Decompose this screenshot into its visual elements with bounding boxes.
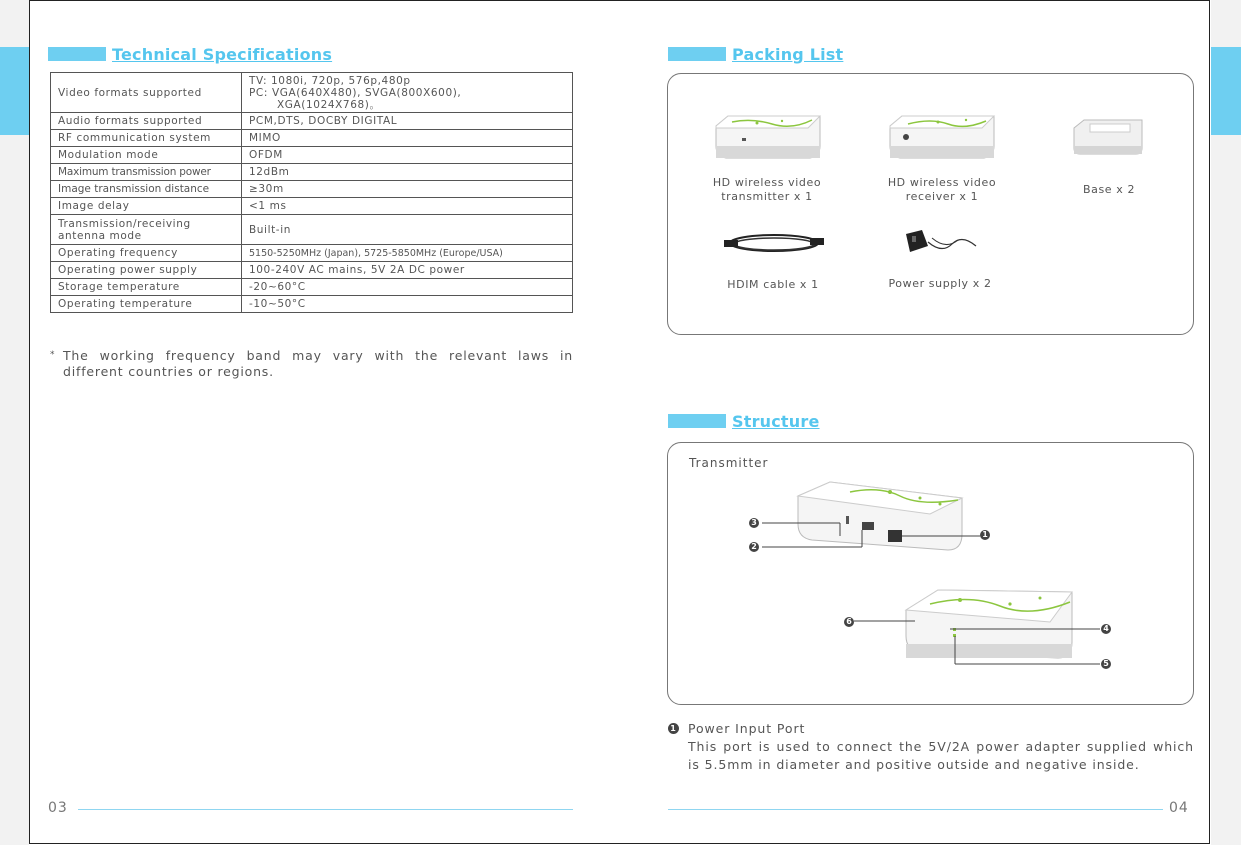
packing-list-heading-text: Packing List	[732, 44, 844, 64]
spec-key: Operating temperature	[51, 296, 242, 313]
structure-heading-text: Structure	[732, 411, 820, 431]
spec-row	[51, 164, 573, 181]
spec-value: <1 ms	[242, 198, 573, 215]
spec-value: 100-240V AC mains, 5V 2A DC power	[242, 262, 573, 279]
callout-5: 5	[1101, 659, 1111, 669]
transmitter-label: Transmitter	[689, 456, 769, 470]
spec-value	[242, 73, 573, 113]
frequency-note	[50, 348, 573, 379]
spec-row	[51, 262, 573, 279]
transmitter-image	[712, 112, 824, 168]
note-text: The working frequency band may vary with the relevant laws in different countries or regions.	[63, 348, 573, 379]
spec-value: MIMO	[242, 130, 573, 147]
spec-key: Audio formats supported	[51, 113, 242, 130]
spec-value: 5150-5250MHz (Japan), 5725-5850MHz (Europe/USA)	[242, 245, 573, 262]
packing-caption: HDIM cable x 1	[727, 278, 819, 291]
spec-value: -20~60°C	[242, 279, 573, 296]
heading-accent-bar	[668, 414, 726, 428]
heading-accent-bar	[48, 47, 106, 61]
spec-key: Modulation mode	[51, 147, 242, 164]
packing-caption: HD wireless video transmitter x 1	[712, 176, 822, 203]
callout-6: 6	[844, 617, 854, 627]
callout-3: 3	[749, 518, 759, 528]
note-asterisk: *	[50, 350, 56, 360]
right-edge-tab	[1211, 47, 1241, 135]
spec-value: PCM,DTS, DOCBY DIGITAL	[242, 113, 573, 130]
spec-row	[51, 279, 573, 296]
feature-description: This port is used to connect the 5V/2A power adapter supplied which is 5.5mm in diameter and positive outside and negative inside.	[688, 739, 1194, 772]
spec-row	[51, 245, 573, 262]
spec-row	[51, 296, 573, 313]
callout-2: 2	[749, 542, 759, 552]
spec-value: 12dBm	[242, 164, 573, 181]
spec-value: -10~50°C	[242, 296, 573, 313]
tech-specs-heading-text: Technical Specifications	[112, 44, 333, 64]
page-number-right: 04	[1169, 800, 1189, 816]
callout-lines	[740, 510, 1120, 680]
spec-key: Transmission/receiving antenna mode	[51, 215, 242, 245]
feature-power-input	[668, 720, 1194, 774]
page-number-left: 03	[48, 800, 68, 816]
spec-value-line: TV: 1080i, 720p, 576p,480p	[249, 74, 411, 87]
spec-row	[51, 181, 573, 198]
packing-list-heading	[668, 46, 843, 62]
spec-key: RF communication system	[51, 130, 242, 147]
spec-row	[51, 113, 573, 130]
spec-row	[51, 215, 573, 245]
spec-row	[51, 130, 573, 147]
packing-caption: HD wireless video receiver x 1	[887, 176, 997, 203]
spec-value-line: PC: VGA(640X480), SVGA(800X600),	[249, 86, 462, 99]
tech-specs-heading	[48, 46, 332, 62]
callout-4: 4	[1101, 624, 1111, 634]
spec-value-line: XGA(1024X768)。	[277, 98, 381, 111]
feature-number: 1	[668, 723, 679, 734]
power-supply-image	[902, 226, 978, 256]
spec-value: Built-in	[242, 215, 573, 245]
heading-accent-bar	[668, 47, 726, 61]
spec-table	[50, 72, 573, 313]
feature-title: Power Input Port	[688, 721, 806, 736]
spec-key: Image delay	[51, 198, 242, 215]
packing-caption: Power supply x 2	[888, 277, 992, 290]
spec-key: Video formats supported	[51, 73, 242, 113]
left-edge-tab	[0, 47, 29, 135]
receiver-image	[886, 112, 998, 168]
packing-caption: Base x 2	[1082, 183, 1136, 196]
spec-key: Storage temperature	[51, 279, 242, 296]
spec-key: Operating frequency	[51, 245, 242, 262]
spec-key: Operating power supply	[51, 262, 242, 279]
spec-row	[51, 147, 573, 164]
base-image	[1072, 118, 1146, 158]
spec-row	[51, 198, 573, 215]
structure-heading	[668, 413, 820, 429]
spec-value: ≥30m	[242, 181, 573, 198]
spec-key: Maximum transmission power	[51, 164, 242, 181]
spec-row	[51, 73, 573, 113]
spec-key: Image transmission distance	[51, 181, 242, 198]
callout-1: 1	[980, 530, 990, 540]
spec-value: OFDM	[242, 147, 573, 164]
footer-rule-right	[668, 809, 1163, 810]
hdmi-cable-image	[722, 228, 826, 258]
footer-rule-left	[78, 809, 573, 810]
